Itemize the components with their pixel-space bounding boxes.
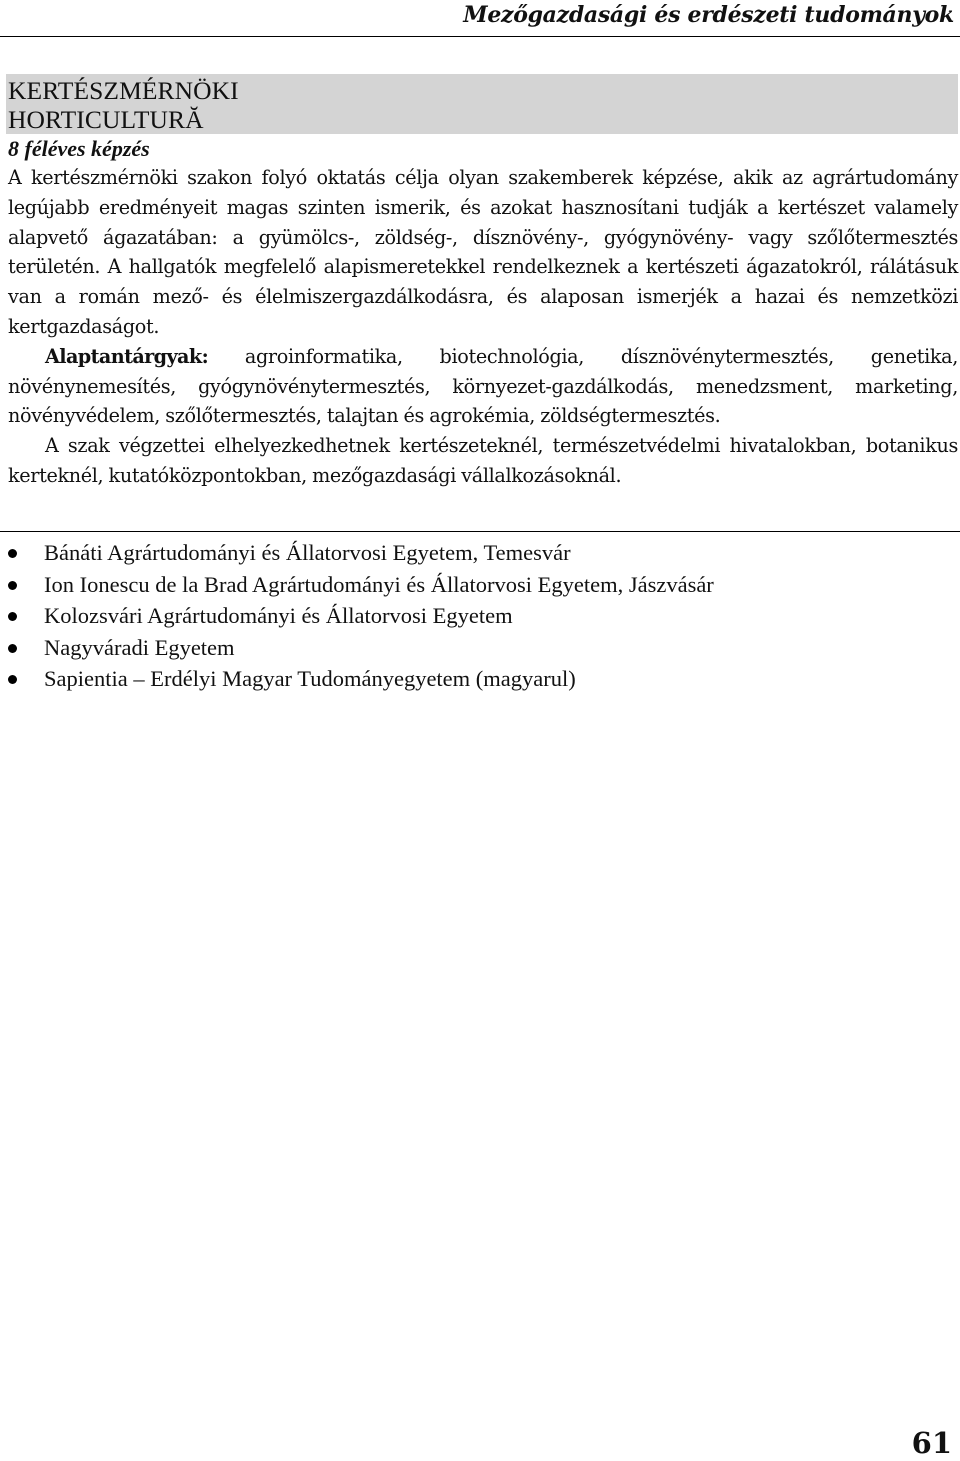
core-subjects-label: Alaptantárgyak: <box>45 344 209 368</box>
running-header <box>0 0 960 37</box>
list-item <box>0 537 714 569</box>
bullet-icon <box>8 549 17 558</box>
university-name: Kolozsvári Agrártudományi és Állatorvosi Egyetem <box>44 603 513 628</box>
description-paragraph: A kertészmérnöki szakon folyó oktatás célja olyan szakemberek képzése, akik az agrártudomány legújabb eredményeit magas szinten ismerik, és azokat hasznosítani tudják a kertészet valamely alapvető ágazatában: a gyümölcs-, zöldség-, dísznövény-, gyógynövény- vagy szőlőtermesztés területén. A hallgatók megfelelő alapismeretekkel rendelkeznek a kertészeti ágazatokról, rálátásuk van a román mező- és élelmiszergazdálkodásra, és alaposan ismerjék a hazai és nemzetközi kertgazdaságot. <box>8 166 958 338</box>
university-list <box>0 537 714 695</box>
list-item <box>0 600 714 632</box>
program-title-hu: KERTÉSZMÉRNÖKI <box>8 76 239 105</box>
bullet-icon <box>8 644 17 653</box>
core-subjects-list: agroinformatika, biotechnológia, dísznövénytermesztés, genetika, növénynemesítés, gyógynövénytermesztés, környezet-gazdálkodás, menedzsment, marketing, növényvédelem, szőlőtermesztés, talajtan és agrokémia, zöldségtermesztés. <box>8 344 958 428</box>
program-section <box>6 74 958 491</box>
university-name: Nagyváradi Egyetem <box>44 634 235 660</box>
bullet-icon <box>8 675 17 684</box>
page-number: 61 <box>911 1426 952 1460</box>
training-duration: 8 féléves képzés <box>8 136 150 161</box>
section-divider <box>0 531 960 532</box>
program-description <box>6 163 958 491</box>
program-title-ro: HORTICULTURĂ <box>8 105 204 134</box>
header-title: Mezőgazdasági és erdészeti tudományok <box>463 2 954 28</box>
core-subjects-paragraph <box>8 342 958 431</box>
university-name: Ion Ionescu de la Brad Agrártudományi és Állatorvosi Egyetem, Jászvásár <box>44 571 714 597</box>
university-name: Bánáti Agrártudományi és Állatorvosi Egyetem, Temesvár <box>44 540 571 565</box>
list-item <box>0 663 714 695</box>
bullet-icon <box>8 612 17 621</box>
program-title-band <box>6 74 958 134</box>
list-item <box>0 569 714 601</box>
bullet-icon <box>8 581 17 590</box>
university-name: Sapientia – Erdélyi Magyar Tudományegyetem (magyarul) <box>44 666 576 691</box>
list-item <box>0 632 714 664</box>
careers-paragraph: A szak végzettei elhelyezkedhetnek kertészeteknél, természetvédelmi hivatalokban, botanikus kerteknél, kutatóközpontokban, mezőgazdasági vállalkozásoknál. <box>8 434 958 487</box>
